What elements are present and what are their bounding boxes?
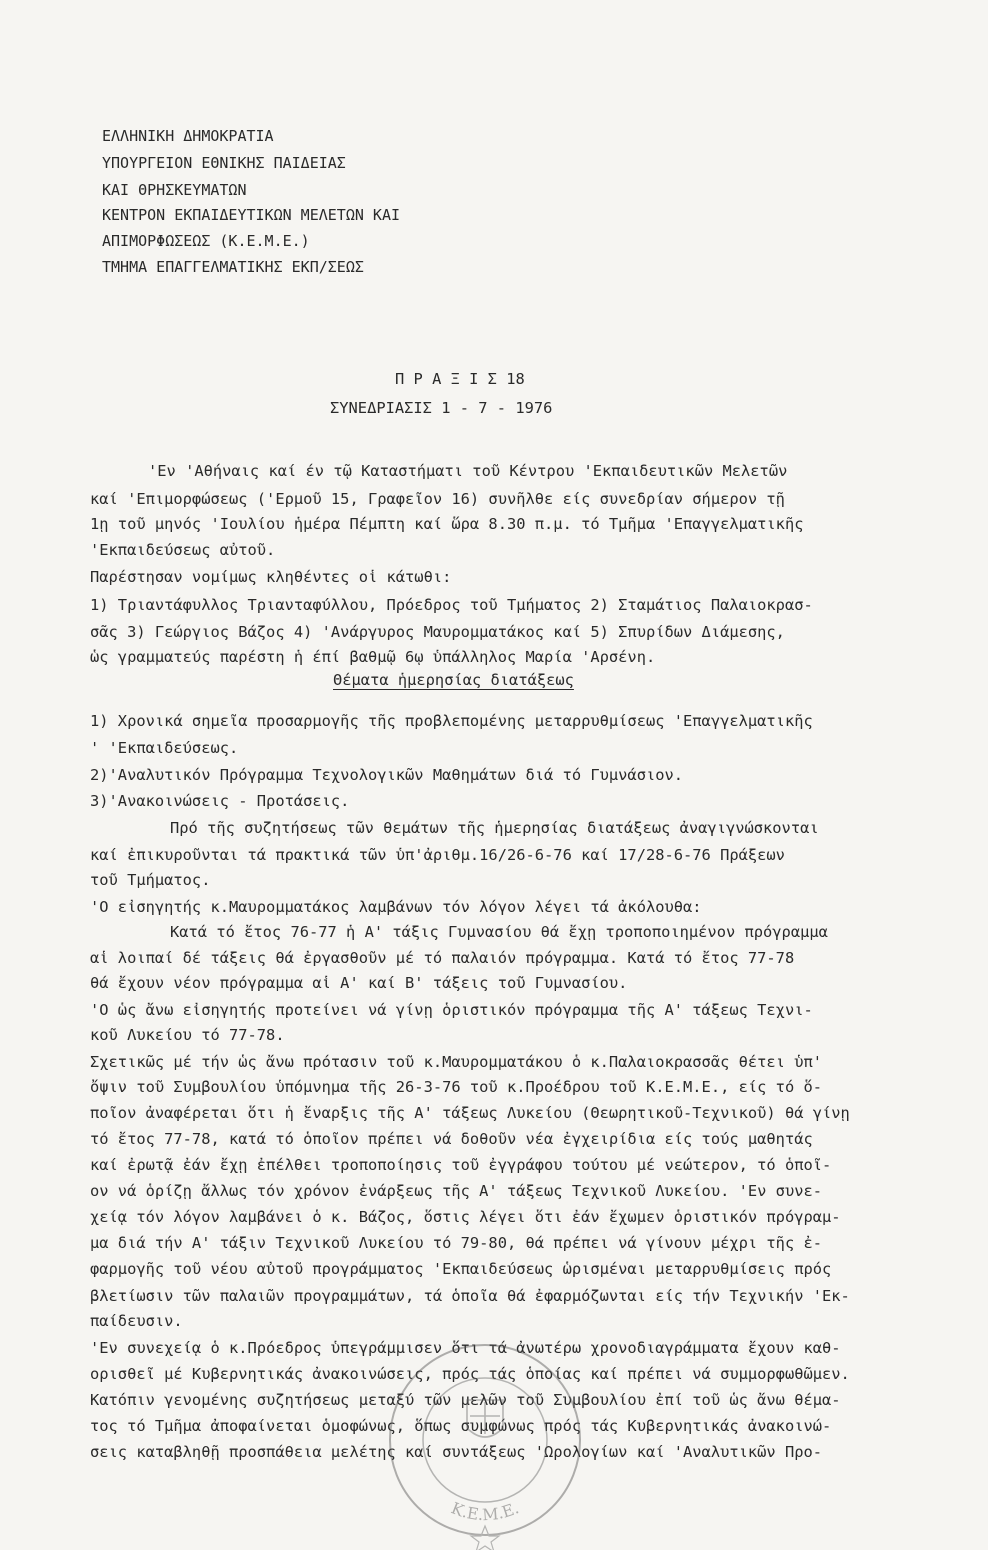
body-line: ποῖον ἀναφέρεται ὅτι ἡ ἔναρξις τῆς Α' τάξεως Λυκείου (Θεωρητικοῦ-Τεχνικοῦ) θά γίνῃ	[90, 1104, 850, 1122]
header-line-4: ΚΕΝΤΡΟΝ ΕΚΠΑΙΔΕΥΤΙΚΩΝ ΜΕΛΕΤΩΝ ΚΑΙ	[102, 206, 401, 224]
body-line: Πρό τῆς συζητήσεως τῶν θεμάτων τῆς ἡμερησίας διατάξεως ἀναγιγνώσκονται	[170, 819, 819, 837]
coat-of-arms-icon	[467, 1400, 503, 1437]
official-seal-stamp	[375, 1330, 595, 1550]
body-line: καί ἐρωτᾷ ἐάν ἔχῃ ἐπέλθει τροποποίησις τοῦ ἐγγράφου τούτου μέ νεώτερον, τό ὁποῖ-	[90, 1156, 832, 1174]
body-line: κοῦ Λυκείου τό 77-78.	[90, 1026, 285, 1044]
body-line: βλετίωσιν τῶν παλαιῶν προγραμμάτων, τά ὁποῖα θά ἐφαρμόζωνται είς τήν Τεχνικήν 'Εκ-	[90, 1287, 850, 1305]
agenda-item: ' 'Εκπαιδεύσεως.	[90, 739, 239, 757]
body-line: καί 'Επιμορφώσεως ('Ερμοῦ 15, Γραφεῖον 16) συνῆλθε είς συνεδρίαν σήμερον τῇ	[90, 490, 785, 508]
body-line: 'Εν συνεχείᾳ ὁ κ.Πρόεδρος ὑπεγράμμισεν ὅτι τά ἀνωτέρω χρονοδιαγράμματα ἔχουν καθ-	[90, 1339, 841, 1357]
header-line-6: ΤΜΗΜΑ ΕΠΑΓΓΕΛΜΑΤΙΚΗΣ ΕΚΠ/ΣΕΩΣ	[102, 258, 364, 276]
body-line: μα διά τήν Α' τάξιν Τεχνικοῦ Λυκείου τό 79-80, θά πρέπει νά γίνουν μέχρι τῆς ἐ-	[90, 1234, 823, 1252]
body-line: Κατόπιν γενομένης συζητήσεως μεταξύ τῶν μελῶν τοῦ Συμβουλίου ἐπί τοῦ ὡς ἄνω θέμα-	[90, 1391, 841, 1409]
body-line: χείᾳ τόν λόγον λαμβάνει ὁ κ. Βάζος, ὅστις λέγει ὅτι ἐάν ἔχωμεν ὁριστικόν πρόγραμ-	[90, 1208, 841, 1226]
header-line-2: ΥΠΟΥΡΓΕΙΟΝ ΕΘΝΙΚΗΣ ΠΑΙΔΕΙΑΣ	[102, 154, 346, 172]
agenda-item: 1) Χρονικά σημεῖα προσαρμογῆς τῆς προβλεπομένης μεταρρυθμίσεως 'Επαγγελματικῆς	[90, 712, 813, 730]
seal-text: Κ.Ε.Μ.Ε.	[448, 1498, 522, 1525]
body-line: σᾶς 3) Γεώργιος Βάζος 4) 'Ανάργυρος Μαυρομματάκος καί 5) Σπυρίδων Διάμεσης,	[90, 623, 785, 641]
body-line: 1ῃ τοῦ μηνός 'Ιουλίου ἡμέρα Πέμπτη καί ὥρα 8.30 π.μ. τό Τμῆμα 'Επαγγελματικῆς	[90, 515, 804, 533]
body-line: καί ἐπικυροῦνται τά πρακτικά τῶν ὑπ'ἀριθμ.16/26-6-76 καί 17/28-6-76 Πράξεων	[90, 846, 785, 864]
body-line: 'Εκπαιδεύσεως αὐτοῦ.	[90, 541, 276, 559]
agenda-item: 2)'Αναλυτικόν Πρόγραμμα Τεχνολογικῶν Μαθημάτων διά τό Γυμνάσιον.	[90, 766, 684, 784]
body-line: παίδευσιν.	[90, 1312, 183, 1330]
star-icon	[471, 1526, 499, 1550]
agenda-item: 3)'Ανακοινώσεις - Προτάσεις.	[90, 792, 350, 810]
body-line: τος τό Τμῆμα ἀποφαίνεται ὁμοφώνως, ὅπως συμφώνως πρός τάς Κυβερνητικάς ἀνακοινώ-	[90, 1417, 832, 1435]
body-line: ὄψιν τοῦ Συμβουλίου ὑπόμνημα τῆς 26-3-76 τοῦ κ.Προέδρου τοῦ Κ.Ε.Μ.Ε., είς τό ὅ-	[90, 1078, 823, 1096]
body-line: 'Εν 'Αθήναις καί έν τῷ Καταστήματι τοῦ Κέντρου 'Εκπαιδευτικῶν Μελετῶν	[148, 462, 788, 480]
body-line: σεις καταβληθῇ προσπάθεια μελέτης καί συντάξεως 'Ωρολογίων καί 'Αναλυτικῶν Προ-	[90, 1443, 823, 1461]
body-line: θά ἔχουν νέον πρόγραμμα αἱ Α' καί Β' τάξεις τοῦ Γυμνασίου.	[90, 974, 628, 992]
agenda-heading: Θέματα ἡμερησίας διατάξεως	[333, 671, 574, 689]
body-line: αἱ λοιπαί δέ τάξεις θά ἐργασθοῦν μέ τό παλαιόν πρόγραμμα. Κατά τό ἔτος 77-78	[90, 949, 795, 967]
header-line-5: ΑΠΙΜΟΡΦΩΣΕΩΣ (Κ.Ε.Μ.Ε.)	[102, 232, 310, 250]
header-line-1: ΕΛΛΗΝΙΚΗ ΔΗΜΟΚΡΑΤΙΑ	[102, 127, 274, 145]
body-line: ορισθεῖ μέ Κυβερνητικάς ἀνακοινώσεις, πρός τάς ὁποίας καί πρέπει νά συμμορφωθῶμεν.	[90, 1365, 850, 1383]
praxis-title: Π Ρ Α Ξ Ι Σ 18	[395, 370, 525, 388]
session-date: ΣΥΝΕΔΡΙΑΣΙΣ 1 - 7 - 1976	[330, 399, 553, 417]
body-line: τό ἔτος 77-78, κατά τό ὁποῖον πρέπει νά δοθοῦν νέα ἐγχειρίδια είς τούς μαθητάς	[90, 1130, 813, 1148]
body-line: 1) Τριαντάφυλλος Τριανταφύλλου, Πρόεδρος τοῦ Τμήματος 2) Σταμάτιος Παλαιοκρασ-	[90, 596, 813, 614]
body-line: 'Ο ὡς ἄνω εἰσηγητής προτείνει νά γίνῃ ὁριστικόν πρόγραμμα τῆς Α' τάξεως Τεχνι-	[90, 1001, 813, 1019]
body-line: ὡς γραμματεύς παρέστη ἡ έπί βαθμῷ 6ῳ ὑπάλληλος Μαρία 'Αρσένη.	[90, 648, 656, 666]
body-line: 'Ο εἰσηγητής κ.Μαυρομματάκος λαμβάνων τόν λόγον λέγει τά ἀκόλουθα:	[90, 898, 702, 916]
body-line: φαρμογῆς τοῦ νέου αὐτοῦ προγράμματος 'Εκπαιδεύσεως ὡρισμέναι μεταρρυθμίσεις πρός	[90, 1260, 832, 1278]
header-line-3: ΚΑΙ ΘΡΗΣΚΕΥΜΑΤΩΝ	[102, 181, 247, 199]
body-line: Σχετικῶς μέ τήν ὡς ἄνω πρότασιν τοῦ κ.Μαυρομματάκου ὁ κ.Παλαιοκρασσᾶς θέτει ὑπ'	[90, 1053, 823, 1071]
body-line: ον νά ὁρίζῃ ἄλλως τόν χρόνον ἐνάρξεως τῆς Α' τάξεως Τεχνικοῦ Λυκείου. 'Εν συνε-	[90, 1182, 823, 1200]
body-line: τοῦ Τμήματος.	[90, 871, 211, 889]
body-line: Κατά τό ἔτος 76-77 ἡ Α' τάξις Γυμνασίου θά ἔχῃ τροποποιημένον πρόγραμμα	[170, 923, 828, 941]
body-line: Παρέστησαν νομίμως κληθέντες οἱ κάτωθι:	[90, 568, 452, 586]
